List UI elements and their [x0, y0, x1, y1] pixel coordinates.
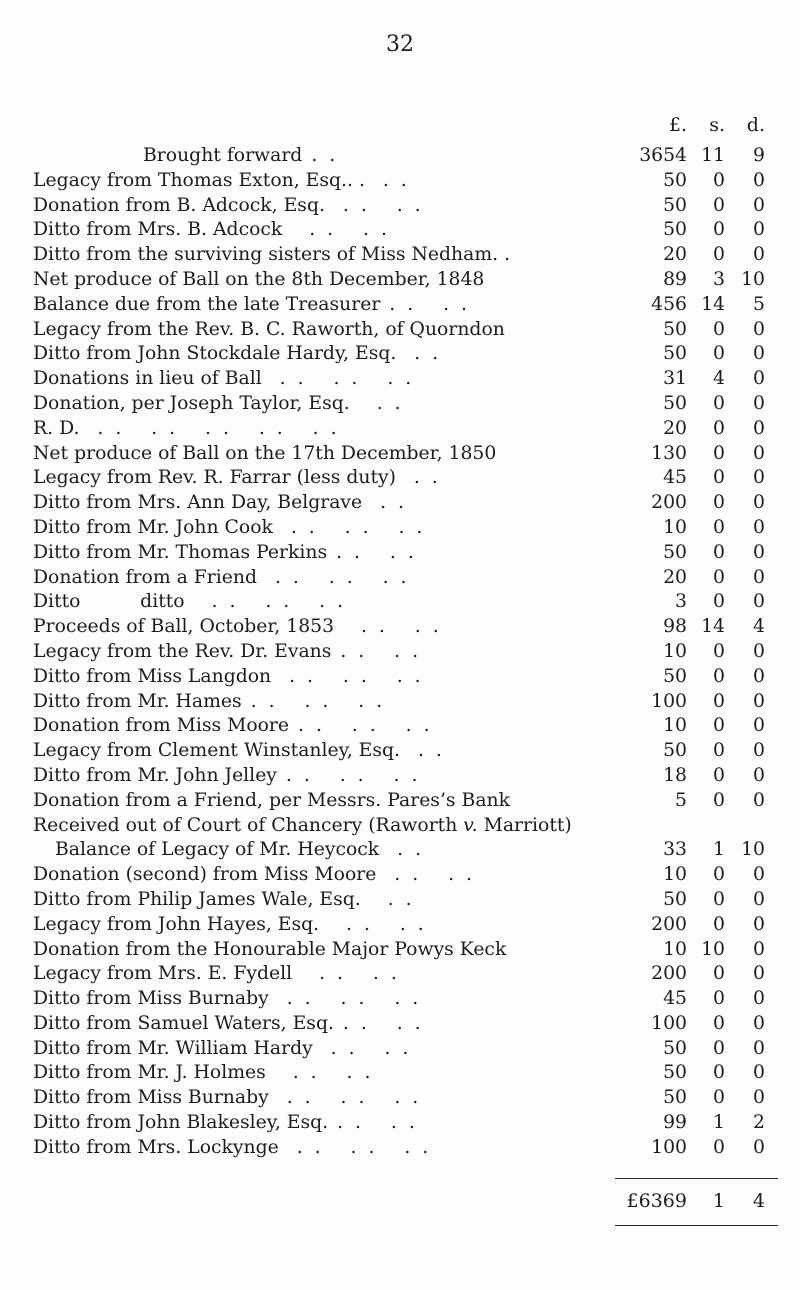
entry-text: Donation from a Friend — [33, 566, 258, 588]
pence-cell: 0 — [753, 1136, 765, 1158]
pounds-cell: 3654 — [639, 145, 687, 166]
entry-description — [33, 590, 346, 615]
ledger-row — [0, 541, 800, 566]
shillings-cell: 0 — [713, 963, 725, 985]
shillings-cell: 3 — [713, 268, 725, 290]
entry-text: Ditto from Mr. J. Holmes — [33, 1062, 266, 1084]
dot-leader: . . . . . . — [272, 516, 426, 538]
shillings-cell: 0 — [713, 467, 725, 489]
entry-description — [33, 987, 421, 1012]
total-row — [0, 1190, 800, 1216]
brought-forward-text: Brought forward — [143, 145, 303, 166]
dot-leader: . . — [360, 888, 415, 910]
shillings-cell: 0 — [713, 715, 725, 737]
pounds-cell: 50 — [663, 343, 687, 365]
entry-description — [33, 615, 442, 640]
pounds-cell: 10 — [663, 516, 687, 538]
dot-leader: . . . . . . — [261, 368, 415, 390]
pence-cell: 0 — [753, 566, 765, 588]
entry-description — [33, 962, 400, 987]
shillings-cell: 0 — [713, 988, 725, 1010]
dot-leader: . . — [302, 145, 339, 166]
entry-description — [33, 1086, 421, 1111]
shillings-cell: 1 — [713, 1112, 725, 1134]
pence-cell: 0 — [753, 169, 765, 191]
ledger-row — [0, 1136, 800, 1161]
dot-leader: . . . . — [324, 194, 424, 216]
ledger-table — [0, 114, 800, 1161]
pounds-cell: 50 — [663, 194, 687, 216]
pounds-cell: 99 — [663, 1112, 687, 1134]
shillings-cell: 0 — [713, 318, 725, 340]
pence-cell: 0 — [753, 1062, 765, 1084]
dot-leader: . . — [349, 392, 404, 414]
entry-text: Ditto from Mr. Hames — [33, 690, 242, 712]
entry-description — [33, 243, 510, 268]
entry-description — [33, 938, 506, 963]
shillings-cell: 10 — [701, 938, 725, 960]
entry-description — [33, 342, 441, 367]
ledger-row — [0, 1111, 800, 1136]
pounds-cell: 50 — [663, 1037, 687, 1059]
entry-description — [33, 714, 433, 739]
ledger-row — [0, 615, 800, 640]
entry-text: Ditto from Miss Langdon — [33, 665, 272, 687]
entry-description — [33, 442, 496, 467]
pounds-cell: 45 — [663, 467, 687, 489]
pence-cell: 0 — [753, 368, 765, 390]
shillings-cell: 0 — [713, 640, 725, 662]
shillings-cell: 0 — [713, 516, 725, 538]
entry-text: Ditto from Mrs. B. Adcock — [33, 219, 283, 241]
pence-cell: 0 — [753, 492, 765, 514]
pounds-cell: 10 — [663, 715, 687, 737]
entry-text: Net produce of Ball on the 17th December, 1850 — [33, 442, 497, 464]
entry-text: Balance due from the late Treasurer — [33, 293, 381, 315]
dot-leader: . . . . . . — [257, 566, 410, 588]
dot-leader: . . . . . . — [278, 1136, 432, 1158]
pounds-cell: 5 — [675, 789, 687, 811]
entry-description — [33, 1111, 418, 1136]
pounds-cell: 50 — [663, 392, 687, 414]
entry-description — [33, 1136, 431, 1161]
entry-description — [33, 318, 505, 343]
pence-cell: 9 — [753, 145, 765, 166]
pence-cell: 0 — [753, 244, 765, 266]
ledger-row — [0, 1012, 800, 1037]
entry-description — [33, 863, 475, 888]
entry-text: Donation from a Friend, per Messrs. Pares’s Bank — [33, 789, 510, 811]
entry-text: Balance of Legacy of Mr. Heycock — [55, 839, 380, 861]
ledger-row — [0, 789, 800, 814]
entry-text: Donation from B. Adcock, Esq. — [33, 194, 325, 216]
entry-description — [33, 739, 445, 764]
brought-forward-row — [0, 144, 800, 169]
pence-cell: 0 — [753, 740, 765, 762]
ledger-row — [0, 194, 800, 219]
shillings-cell: 14 — [701, 293, 725, 315]
shillings-cell: 11 — [701, 145, 725, 166]
dot-leader: . . . . — [282, 219, 390, 241]
pence-cell: 0 — [753, 516, 765, 538]
pence-cell: 0 — [753, 467, 765, 489]
ledger-row — [0, 566, 800, 591]
shillings-cell: 0 — [713, 740, 725, 762]
shillings-cell: 1 — [713, 839, 725, 861]
entry-description — [33, 268, 484, 293]
ledger-row — [0, 640, 800, 665]
brought-forward-label — [143, 144, 338, 169]
entry-text: Legacy from the Rev. B. C. Raworth, of Quorndon — [33, 318, 505, 340]
entry-text: Donation from the Honourable Major Powys Keck — [33, 938, 507, 960]
shillings-cell: 4 — [713, 368, 725, 390]
entry-description — [33, 1012, 424, 1037]
shillings-cell: 0 — [713, 1087, 725, 1109]
shillings-cell: 0 — [713, 169, 725, 191]
ledger-row — [0, 888, 800, 913]
pence-cell: 0 — [753, 938, 765, 960]
pounds-cell: 18 — [663, 764, 687, 786]
pounds-cell: 20 — [663, 244, 687, 266]
dot-leader: . . — [395, 467, 441, 489]
pounds-cell: 100 — [651, 1012, 687, 1034]
shillings-cell: 0 — [713, 1037, 725, 1059]
entry-description — [33, 293, 470, 318]
shillings-header: s. — [709, 114, 725, 136]
shillings-cell: 0 — [713, 194, 725, 216]
entry-text: Legacy from Thomas Exton, Esq.. . — [33, 169, 365, 191]
shillings-cell: 0 — [713, 690, 725, 712]
dot-leader: . . . . — [376, 864, 476, 886]
pounds-cell: 20 — [663, 417, 687, 439]
pence-cell: 0 — [753, 864, 765, 886]
ledger-row — [0, 1037, 800, 1062]
ledger-row — [0, 1061, 800, 1086]
pounds-cell: 31 — [663, 368, 687, 390]
entry-description — [33, 913, 427, 938]
shillings-cell: 0 — [713, 665, 725, 687]
entry-description — [33, 690, 385, 715]
ledger-row — [0, 714, 800, 739]
entry-description — [33, 194, 424, 219]
shillings-cell: 0 — [713, 1136, 725, 1158]
pounds-cell: 3 — [675, 591, 687, 613]
pounds-cell: 89 — [663, 268, 687, 290]
entry-text: Received out of Court of Chancery (Raworth v. Marriott) — [33, 814, 572, 836]
pence-cell: 10 — [741, 268, 765, 290]
total-rule-bottom — [615, 1225, 778, 1226]
dot-leader: . . . . — [380, 293, 471, 315]
ledger-row — [0, 764, 800, 789]
shillings-cell: 0 — [713, 343, 725, 365]
shillings-cell: 0 — [713, 1062, 725, 1084]
shillings-cell: 14 — [701, 616, 725, 638]
dot-leader: . . — [364, 169, 410, 191]
ledger-row — [0, 169, 800, 194]
pounds-cell: 10 — [663, 640, 687, 662]
dot-leader: . . . . . . — [271, 665, 424, 687]
entry-text: Legacy from the Rev. Dr. Evans — [33, 640, 332, 662]
ledger-row — [0, 367, 800, 392]
pence-cell: 0 — [753, 219, 765, 241]
dot-leader: . . — [362, 492, 407, 514]
entry-description — [33, 516, 425, 541]
entry-text: R. D. — [33, 417, 80, 439]
entry-text: Ditto ditto — [33, 591, 185, 613]
shillings-cell: 0 — [713, 244, 725, 266]
pounds-cell: 456 — [651, 293, 687, 315]
pounds-cell: 100 — [651, 690, 687, 712]
entry-text: Legacy from Rev. R. Farrar (less duty) — [33, 467, 396, 489]
entry-text: Legacy from John Hayes, Esq. — [33, 913, 320, 935]
dot-leader: . . . . . . — [184, 591, 347, 613]
ledger-row — [0, 392, 800, 417]
pounds-cell: 50 — [663, 1062, 687, 1084]
shillings-cell: 0 — [713, 219, 725, 241]
pounds-header: £. — [668, 114, 687, 136]
shillings-cell: 0 — [713, 442, 725, 464]
shillings-cell: 0 — [713, 392, 725, 414]
pounds-cell: 45 — [663, 988, 687, 1010]
entry-text: Ditto from Philip James Wale, Esq. — [33, 888, 361, 910]
entry-description — [33, 218, 390, 243]
ledger-row — [0, 863, 800, 888]
shillings-cell: 0 — [713, 764, 725, 786]
page-number: 32 — [386, 32, 414, 57]
shillings-cell: 0 — [713, 913, 725, 935]
entry-text: Donation (second) from Miss Moore — [33, 864, 377, 886]
entry-text: Legacy from Mrs. E. Fydell — [33, 963, 293, 985]
ledger-row — [0, 417, 800, 442]
ledger-row — [0, 938, 800, 963]
entry-text: Ditto from Samuel Waters, Esq. — [33, 1012, 334, 1034]
entry-text: Ditto from John Stockdale Hardy, Esq. — [33, 343, 397, 365]
pounds-cell: 20 — [663, 566, 687, 588]
entry-text: Donation from Miss Moore — [33, 715, 290, 737]
dot-leader: . . . . — [328, 1112, 418, 1134]
entry-text: Proceeds of Ball, October, 1853 — [33, 616, 335, 638]
ledger-row — [0, 838, 800, 863]
ledger-row — [0, 913, 800, 938]
pounds-cell: 10 — [663, 864, 687, 886]
pence-cell: 0 — [753, 392, 765, 414]
pounds-cell: 50 — [663, 318, 687, 340]
pence-cell: 0 — [753, 343, 765, 365]
total-pence: 4 — [752, 1190, 765, 1212]
pence-cell: 0 — [753, 194, 765, 216]
pence-cell: 0 — [753, 417, 765, 439]
pence-cell: 0 — [753, 789, 765, 811]
entry-text: Ditto from Mr. Thomas Perkins — [33, 541, 328, 563]
ledger-row — [0, 665, 800, 690]
pence-cell: 0 — [753, 715, 765, 737]
entry-text: Ditto from Mr. William Hardy — [33, 1037, 313, 1059]
entry-text: Ditto from Mr. John Jelley — [33, 764, 277, 786]
pence-cell: 0 — [753, 1087, 765, 1109]
ledger-row — [0, 590, 800, 615]
dot-leader: . . . . — [334, 616, 442, 638]
pounds-cell: 130 — [651, 442, 687, 464]
pence-cell: 2 — [753, 1112, 765, 1134]
pence-cell: 0 — [753, 665, 765, 687]
pounds-cell: 50 — [663, 888, 687, 910]
pounds-cell: 50 — [663, 1087, 687, 1109]
pence-cell: 0 — [753, 640, 765, 662]
entry-description — [33, 1061, 373, 1086]
dot-leader: . . . . — [327, 541, 417, 563]
dot-leader: . . . . . . — [268, 988, 422, 1010]
entry-description — [33, 417, 340, 442]
ledger-row — [0, 318, 800, 343]
ledger-row — [0, 491, 800, 516]
shillings-cell: 0 — [713, 888, 725, 910]
ledger-row — [0, 268, 800, 293]
ledger-row — [0, 442, 800, 467]
total-pounds: £6369 — [626, 1190, 687, 1212]
entry-text: Ditto from Mr. John Cook — [33, 516, 273, 538]
versus-italic: v. — [463, 814, 478, 836]
dot-leader: . . — [379, 839, 425, 861]
entry-text: Ditto from Mrs. Ann Day, Belgrave — [33, 492, 363, 514]
pounds-cell: 10 — [663, 938, 687, 960]
entry-description — [33, 814, 572, 839]
ledger-row — [0, 218, 800, 243]
shillings-cell: 0 — [713, 864, 725, 886]
pounds-cell: 200 — [651, 963, 687, 985]
shillings-cell: 0 — [713, 1012, 725, 1034]
dot-leader: . . . . — [312, 1037, 412, 1059]
entry-text: Donation, per Joseph Taylor, Esq. — [33, 392, 350, 414]
pence-cell: 0 — [753, 318, 765, 340]
entry-text: Ditto from Miss Burnaby — [33, 988, 269, 1010]
pence-cell: 10 — [741, 839, 765, 861]
pounds-cell: 98 — [663, 616, 687, 638]
dot-leader: . . . . — [292, 963, 400, 985]
entry-description — [33, 169, 410, 194]
pounds-cell: 50 — [663, 541, 687, 563]
dot-leader: . . . . . . . . . . — [79, 417, 340, 439]
dot-leader: . . . . — [265, 1062, 374, 1084]
pounds-cell: 200 — [651, 492, 687, 514]
pence-header: d. — [746, 114, 765, 136]
pence-cell: 0 — [753, 988, 765, 1010]
entry-description — [33, 566, 410, 591]
entry-text: Legacy from Clement Winstanley, Esq. — [33, 740, 401, 762]
dot-leader: . . . . . . — [276, 764, 421, 786]
shillings-cell: 0 — [713, 566, 725, 588]
dot-leader: . . . . — [333, 1012, 424, 1034]
entry-text: Ditto from John Blakesley, Esq. — [33, 1112, 329, 1134]
ledger-row — [0, 243, 800, 268]
pence-cell: 0 — [753, 913, 765, 935]
pence-cell: 4 — [753, 616, 765, 638]
pounds-cell: 50 — [663, 740, 687, 762]
pence-cell: 0 — [753, 591, 765, 613]
pence-cell: 0 — [753, 1012, 765, 1034]
pounds-cell: 200 — [651, 913, 687, 935]
pence-cell: 0 — [753, 764, 765, 786]
entry-description — [33, 764, 420, 789]
entry-description — [33, 888, 415, 913]
pence-cell: 5 — [753, 293, 765, 315]
ledger-row — [0, 814, 800, 839]
pounds-cell: 50 — [663, 169, 687, 191]
pence-cell: 0 — [753, 888, 765, 910]
dot-leader: . . — [396, 343, 442, 365]
pounds-cell: 50 — [663, 665, 687, 687]
entry-description — [33, 665, 424, 690]
pence-cell: 0 — [753, 442, 765, 464]
shillings-cell: 0 — [713, 789, 725, 811]
ledger-row — [0, 342, 800, 367]
dot-leader: . . — [400, 740, 445, 762]
entry-text: Donations in lieu of Ball — [33, 368, 262, 390]
shillings-cell: 0 — [713, 541, 725, 563]
ledger-row — [0, 962, 800, 987]
entry-description — [55, 838, 424, 863]
pounds-cell: 50 — [663, 219, 687, 241]
ledger-row — [0, 690, 800, 715]
shillings-cell: 0 — [713, 492, 725, 514]
shillings-cell: 0 — [713, 591, 725, 613]
ledger-row — [0, 466, 800, 491]
entry-text: Net produce of Ball on the 8th December, 1848 — [33, 268, 485, 290]
entry-description — [33, 640, 421, 665]
entry-description — [33, 541, 417, 566]
ledger-row — [0, 987, 800, 1012]
ledger-row — [0, 1086, 800, 1111]
ledger-row — [0, 293, 800, 318]
pence-cell: 0 — [753, 690, 765, 712]
pounds-cell: 33 — [663, 839, 687, 861]
dot-leader: . . . . — [319, 913, 427, 935]
entries-list — [0, 169, 800, 1161]
entry-description — [33, 392, 404, 417]
entry-description — [33, 789, 510, 814]
pence-cell: 0 — [753, 963, 765, 985]
ledger-row — [0, 739, 800, 764]
dot-leader: . . . . — [331, 640, 422, 662]
dot-leader: . . . . . . — [241, 690, 386, 712]
dot-leader: . . . . . . — [268, 1087, 422, 1109]
ledger-row — [0, 516, 800, 541]
total-rule-top — [615, 1178, 778, 1179]
entry-description — [33, 466, 441, 491]
entry-text: Ditto from the surviving sisters of Miss Nedham. . — [33, 244, 511, 266]
entry-description — [33, 367, 414, 392]
total-shillings: 1 — [712, 1190, 725, 1212]
entry-text: Ditto from Miss Burnaby — [33, 1087, 269, 1109]
dot-leader: . . . . . . — [289, 715, 433, 737]
column-headers — [0, 114, 800, 144]
entry-text: Ditto from Mrs. Lockynge — [33, 1136, 279, 1158]
pence-cell: 0 — [753, 1037, 765, 1059]
shillings-cell: 0 — [713, 417, 725, 439]
entry-description — [33, 1037, 411, 1062]
pounds-cell: 100 — [651, 1136, 687, 1158]
entry-description — [33, 491, 407, 516]
pence-cell: 0 — [753, 541, 765, 563]
